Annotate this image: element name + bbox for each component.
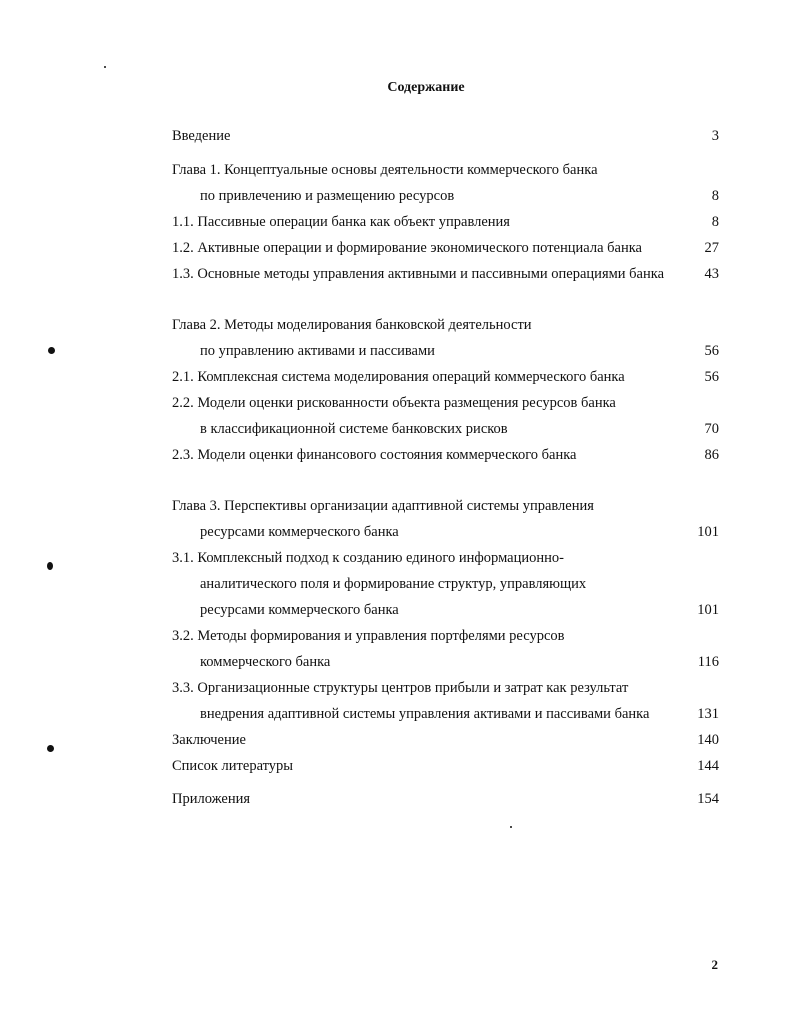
toc-entry-page: 101 [697,602,719,618]
scan-speck [104,66,106,68]
toc-entry-title: Глава 2. Методы моделирования банковской деятельности [172,317,532,333]
toc-entry-title: ресурсами коммерческого банка [200,524,399,540]
scan-speck [47,562,53,570]
page-number: 2 [711,957,718,972]
toc-entry-title: 1.2. Активные операции и формирование экономического потенциала банка [172,240,642,256]
page-title: Содержание [387,80,465,95]
toc-entry-title: 3.3. Организационные структуры центров прибыли и затрат как результат [172,680,629,696]
toc-entry-title: 2.1. Комплексная система моделирования операций коммерческого банка [172,369,625,385]
toc-entry-title: 3.1. Комплексный подход к созданию единого информационно- [172,550,564,566]
toc-entry-title: по привлечению и размещению ресурсов [200,188,455,204]
toc-entry-page: 144 [697,758,719,774]
toc-entry-title: Заключение [172,732,246,748]
toc-entry-title: 3.2. Методы формирования и управления портфелями ресурсов [172,628,565,644]
toc-entry-title: Приложения [172,791,251,807]
toc-entry-title: в классификационной системе банковских рисков [200,421,508,437]
toc-entry-title: внедрения адаптивной системы управления активами и пассивами банка [200,706,650,722]
toc-entry-title: по управлению активами и пассивами [200,343,435,359]
toc-entry-page: 70 [704,421,719,437]
toc-entry-title: 1.1. Пассивные операции банка как объект управления [172,214,510,230]
toc-entry-title: 1.3. Основные методы управления активными и пассивными операциями банка [172,266,665,282]
toc-entry-title: Глава 1. Концептуальные основы деятельности коммерческого банка [172,162,598,178]
toc-entry-title: аналитического поля и формирование структур, управляющих [200,576,587,592]
toc-entry-page: 8 [711,214,719,230]
toc-entry-title: коммерческого банка [200,654,331,670]
toc-entry-title: ресурсами коммерческого банка [200,602,399,618]
toc-entry-title: Введение [172,128,231,144]
scan-speck [48,347,55,354]
toc-entry-page: 86 [704,447,719,463]
toc-entry-page: 131 [697,706,719,722]
toc-entry-title: 2.2. Модели оценки рискованности объекта размещения ресурсов банка [172,395,616,411]
toc-entry-page: 154 [697,791,719,807]
toc-entry-page: 27 [704,240,719,256]
toc-entry-page: 3 [711,128,719,144]
toc-entry-page: 56 [704,343,719,359]
scan-speck [510,826,512,828]
toc-entry-title: Глава 3. Перспективы организации адаптивной системы управления [172,498,594,514]
toc-entry-page: 43 [704,266,719,282]
toc-entry-title: 2.3. Модели оценки финансового состояния коммерческого банка [172,447,577,463]
scan-speck [47,745,54,752]
toc-entry-page: 56 [704,369,719,385]
toc-entry-title: Список литературы [172,758,294,774]
toc-entry-page: 140 [697,732,719,748]
toc-entry-page: 116 [697,654,719,670]
toc-entry-page: 101 [697,524,719,540]
toc-entry-page: 8 [711,188,719,204]
